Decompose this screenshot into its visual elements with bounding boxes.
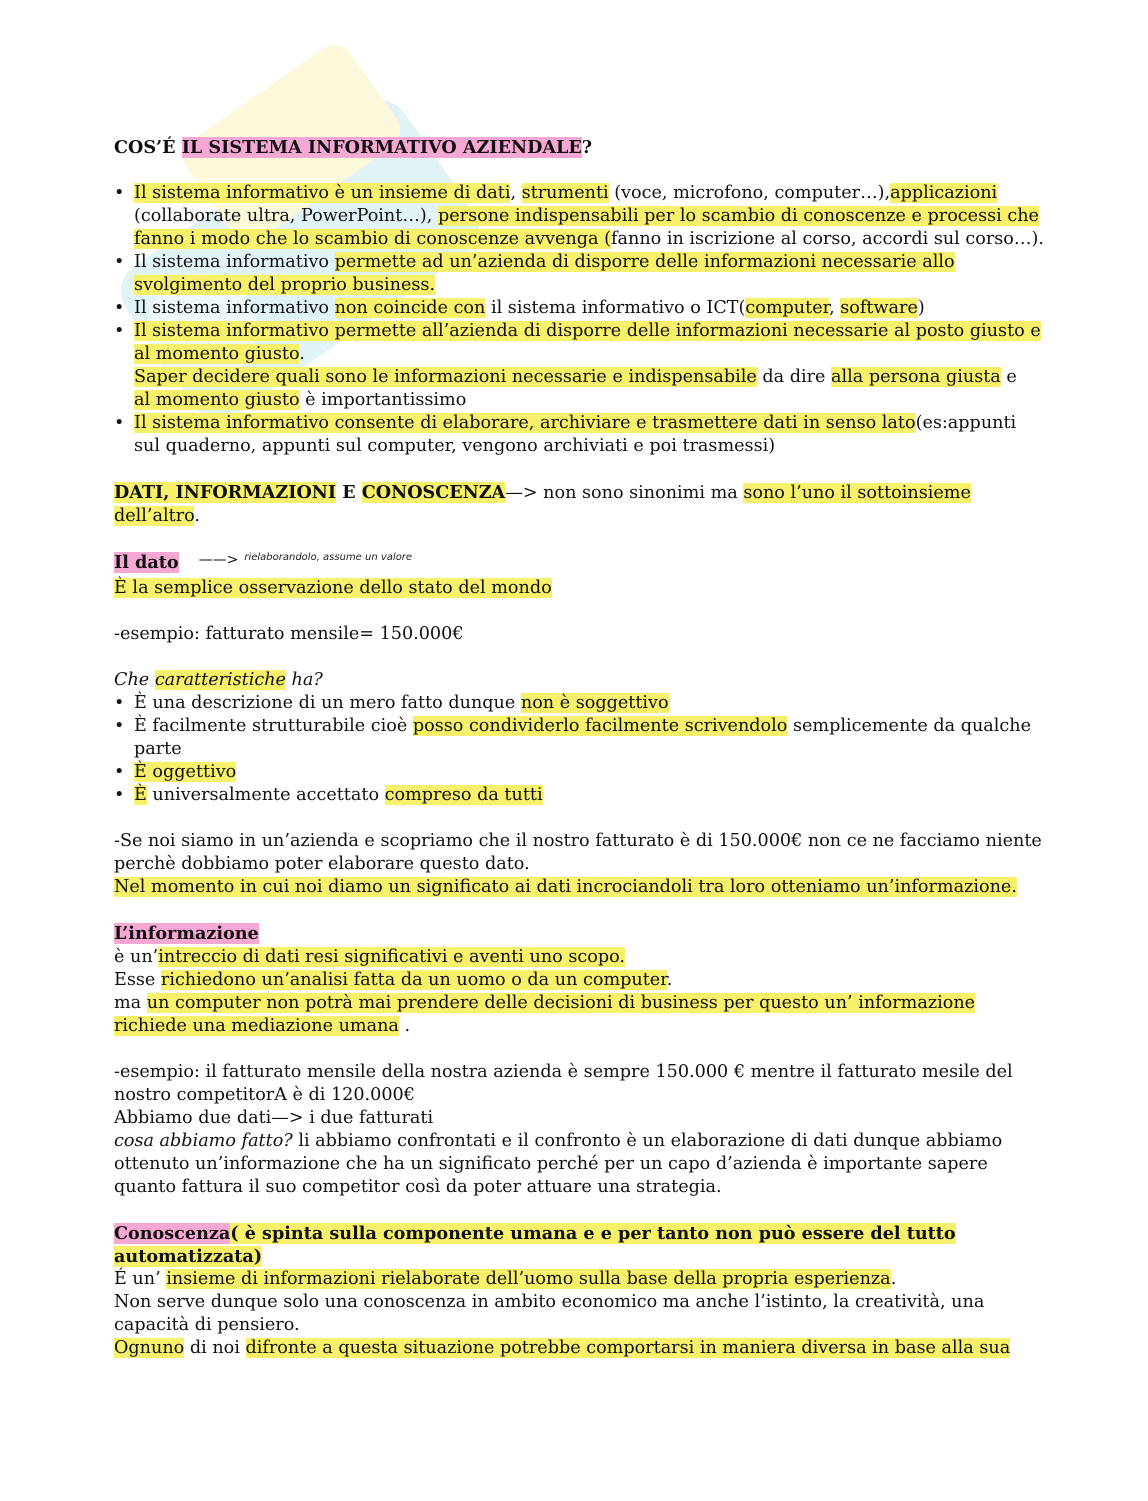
document-body (114, 136, 1044, 1360)
info-line: ma un computer non potrà mai prendere delle decisioni di business per questo un’ informazione richiede una mediazione umana . (114, 993, 976, 1036)
arrow-icon: ——> (198, 552, 239, 568)
dato-example: -esempio: fatturato mensile= 150.000€ (114, 624, 464, 644)
info-line: Esse richiedono un’analisi fatta da un uomo o da un computer. (114, 970, 673, 990)
list-item: • È universalmente accettato compreso da tutti (114, 784, 1044, 807)
list-item: • È oggettivo (114, 761, 1044, 784)
page-title: COS’É IL SISTEMA INFORMATIVO AZIENDALE? (114, 137, 593, 158)
section-heading-dati: DATI, INFORMAZIONI E CONOSCENZA—> non sono sinonimi ma sono l’uno il sottoinsieme dell’altro. (114, 482, 971, 526)
conosc-line: É un’ insieme di informazioni rielaborate dell’uomo sulla base della propria esperienza. (114, 1269, 897, 1289)
list-item: • È una descrizione di un mero fatto dunque non è soggettivo (114, 692, 1044, 715)
list-item: • Il sistema informativo è un insieme di dati, strumenti (voce, microfono, computer…),applicazioni (collaborate ultra, PowerPoint…), persone indispensabili per lo scambio di conoscenze e processi che fanno i modo che lo scambio di conoscenze avvenga (fanno in iscrizione al corso, accordi sul corso…). (114, 182, 1044, 251)
list-item: • È facilmente strutturabile cioè posso condividerlo facilmente scrivendolo semplicemente da qualche parte (114, 715, 1044, 761)
conosc-line: Non serve dunque solo una conoscenza in ambito economico ma anche l’istinto, la creatività, una capacità di pensiero. (114, 1292, 985, 1335)
dato-conclusion: Nel momento in cui noi diamo un significato ai dati incrociandoli tra loro otteniamo un’informazione. (114, 877, 1017, 897)
list-item: • Il sistema informativo permette ad un’azienda di disporre delle informazioni necessarie allo svolgimento del proprio business. (114, 251, 1044, 297)
info-example: Abbiamo due dati—> i due fatturati (114, 1108, 434, 1128)
handwritten-note: rielaborandolo, assume un valore (244, 552, 413, 563)
conosc-line: Ognuno di noi difronte a questa situazione potrebbe comportarsi in maniera diversa in base alla sua (114, 1338, 1011, 1358)
dato-paragraph: -Se noi siamo in un’azienda e scopriamo che il nostro fatturato è di 150.000€ non ce ne facciamo niente perchè dobbiamo poter elaborare questo dato. (114, 831, 1042, 874)
dato-question: Che caratteristiche ha? (114, 670, 323, 690)
info-example: cosa abbiamo fatto? li abbiamo confrontati e il confronto è un elaborazione di dati dunque abbiamo ottenuto un’informazione che ha un significato perché per un capo d’azienda è importante sapere quanto fattura il suo competitor così da poter attuare una strategia. (114, 1131, 1003, 1197)
heading-informazione: L’informazione (114, 923, 259, 944)
heading-conoscenza: Conoscenza( è spinta sulla componente umana e e per tanto non può essere del tutto automatizzata) (114, 1223, 956, 1267)
list-item: • Il sistema informativo consente di elaborare, archiviare e trasmettere dati in senso lato(es:appunti sul quaderno, appunti sul computer, vengono archiviati e poi trasmessi) (114, 412, 1044, 458)
info-example: -esempio: il fatturato mensile della nostra azienda è sempre 150.000 € mentre il fatturato mesile del nostro competitorA è di 120.000€ (114, 1062, 1013, 1105)
heading-dato: Il dato ——> $^{rielaborandolo, assume un valore}$ (114, 551, 1044, 577)
system-bullets (114, 182, 1044, 458)
info-line: è un’intreccio di dati resi significativi e aventi uno scopo. (114, 947, 625, 967)
list-item: • Il sistema informativo non coincide con il sistema informativo o ICT(computer, software) (114, 297, 1044, 320)
dato-characteristics (114, 692, 1044, 807)
dato-definition: È la semplice osservazione dello stato del mondo (114, 578, 552, 598)
list-item: • Il sistema informativo permette all’azienda di disporre delle informazioni necessarie al posto giusto e al momento giusto. Saper decidere quali sono le informazioni necessarie e indispensabile da dire alla persona giusta e al momento giusto è importantissimo (114, 320, 1044, 412)
